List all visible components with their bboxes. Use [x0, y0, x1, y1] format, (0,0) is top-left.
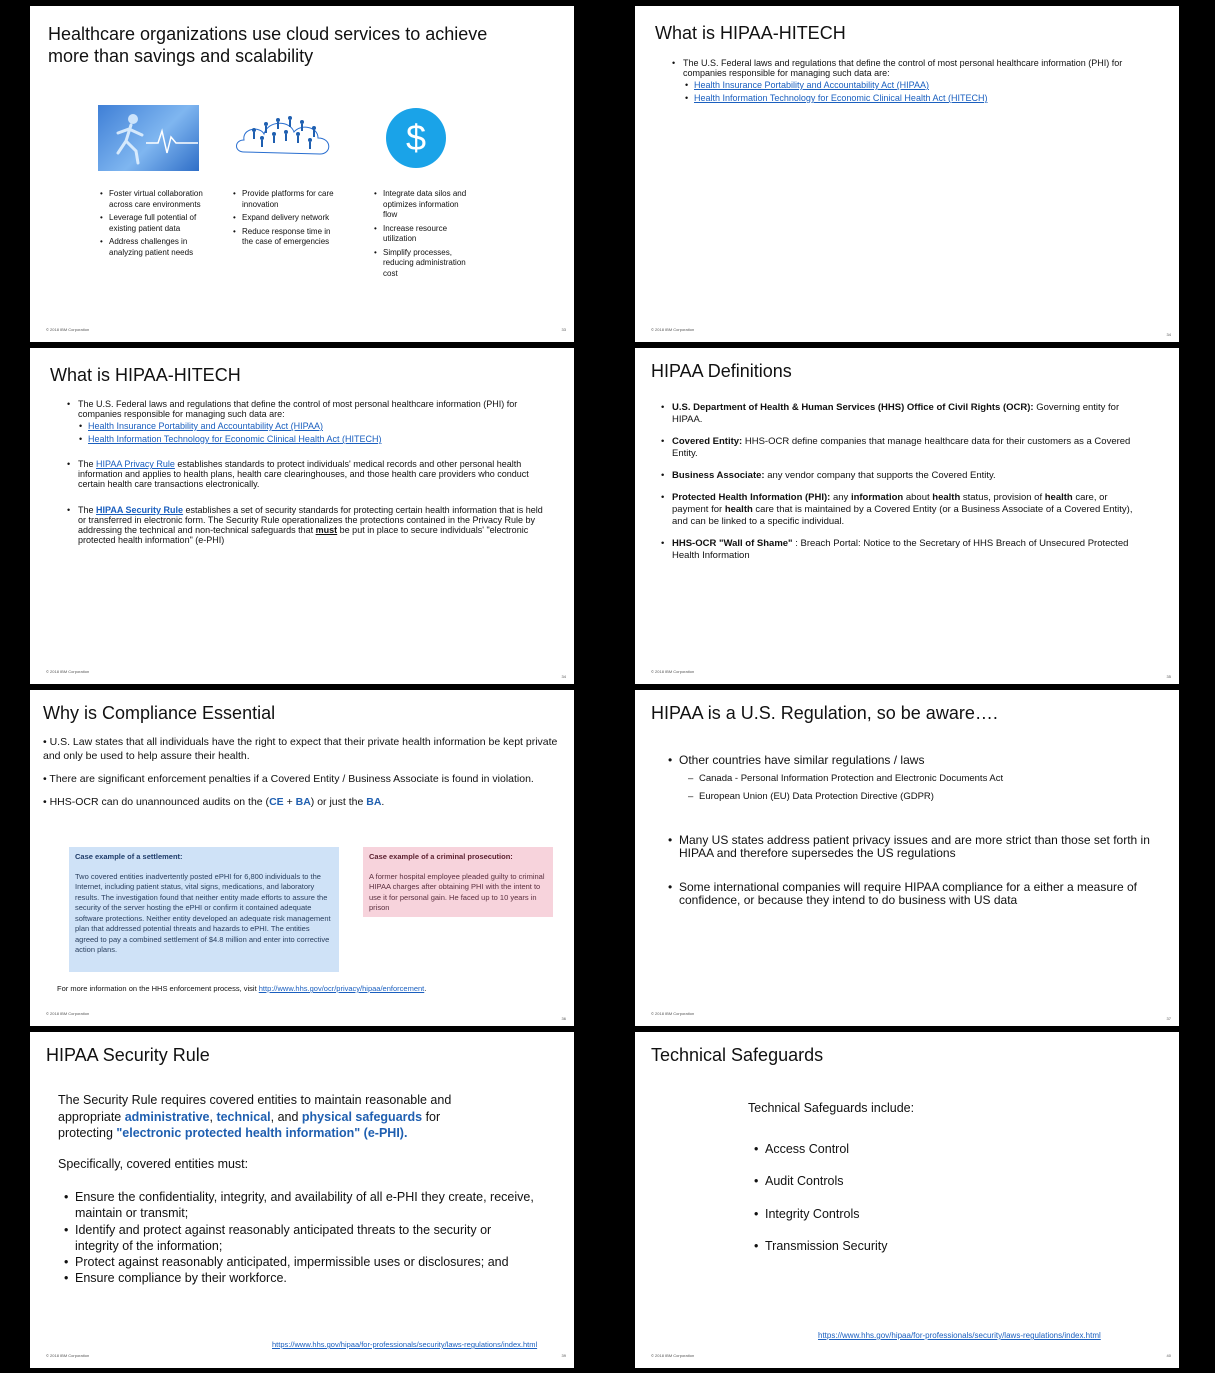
people-cloud-icon: [232, 110, 338, 166]
security-rule-text: • The HIPAA Security Rule establishes a set of security standards for protecting certain health information that is held or transferred in electronic form. The Security Rule operationalizes the protections contained in the Privacy Rule by addressing the technical and non-technical safeguards that must be put in place to secure individuals' "electronic protected health information" (e-PHI): [78, 505, 543, 545]
list-item: [694, 93, 1123, 103]
list-item: [88, 421, 543, 431]
more-info-text: For more information on the HHS enforcement process, visit http://www.hhs.gov/ocr/privacy/hipaa/enforcement.: [57, 984, 427, 993]
hitech-link[interactable]: Health Information Technology for Economic Clinical Health Act (HITECH): [694, 93, 988, 103]
list-item: • Expand delivery network: [242, 213, 342, 224]
other-countries-bullet: • Other countries have similar regulations / laws – Canada - Personal Information Protection and Electronic Documents Act – European Union (EU) Data Protection Directive (GDPR): [679, 754, 1154, 803]
benefits-column-1: [109, 189, 209, 258]
list-item: • Provide platforms for care innovation: [242, 189, 342, 210]
definitions-list: [672, 402, 1144, 562]
slide-what-is-hipaa-1: [611, 6, 1211, 342]
settlement-case-title: Case example of a settlement:: [75, 852, 183, 861]
page-number: 37: [1166, 1016, 1171, 1021]
hhs-security-link[interactable]: https://www.hhs.gov/hipaa/for-professionals/security/laws-regulations/index.html: [272, 1340, 538, 1349]
list-item: • Leverage full potential of existing patient data: [109, 213, 209, 234]
slide-left-border: [611, 348, 635, 684]
slide-cloud-services: [6, 6, 606, 342]
list-item: [694, 80, 1123, 90]
page-number: 40: [1166, 1353, 1171, 1358]
audits-bullet: • HHS-OCR can do unannounced audits on the (CE + BA) or just the BA.: [43, 796, 385, 808]
definition-ocr: • U.S. Department of Health & Human Services (HHS) Office of Civil Rights (OCR): Governing entity for HIPAA.: [672, 402, 1144, 426]
page-number: 39: [561, 1353, 566, 1358]
definition-wall-of-shame: • HHS-OCR "Wall of Shame" : Breach Portal: Notice to the Secretary of HHS Breach of Unsecured Protected Health Information: [672, 538, 1144, 562]
list-item: • Audit Controls: [765, 1165, 888, 1197]
slide-title: Technical Safeguards: [651, 1045, 824, 1065]
slide-left-border: [611, 1032, 635, 1368]
slide-left-border: [611, 690, 635, 1026]
copyright: © 2018 IBM Corporation: [46, 1353, 90, 1358]
list-item: • Identify and protect against reasonably anticipated threats to the security or integrity of the information;: [75, 1222, 535, 1255]
list-item: • Increase resource utilization: [383, 224, 473, 245]
slide-title: HIPAA Security Rule: [46, 1045, 210, 1065]
safeguards-intro: Technical Safeguards include:: [748, 1101, 915, 1115]
slide-right-border: [1179, 348, 1211, 684]
slide-title: Why is Compliance Essential: [43, 703, 276, 723]
list-item: • Address challenges in analyzing patient needs: [109, 237, 209, 258]
requirements-list: [75, 1189, 535, 1287]
definition-phi: • Protected Health Information (PHI): any information about health status, provision of health care, or payment for health care that is maintained by a Covered Entity (or a Business Associate of a Covered Entity), and can be linked to a specific individual.: [672, 492, 1144, 528]
slide-right-border: [574, 690, 606, 1026]
list-item: • Ensure compliance by their workforce.: [75, 1270, 535, 1286]
law-bullet: • U.S. Law states that all individuals have the right to expect that their private health information be kept private and only be used to help assure their health.: [43, 736, 558, 762]
slide-left-border: [611, 6, 635, 342]
list-item: • Protect against reasonably anticipated, impermissible uses or disclosures; and: [75, 1254, 535, 1270]
slide-left-border: [6, 348, 30, 684]
copyright: © 2018 IBM Corporation: [46, 669, 90, 674]
slide-title: What is HIPAA-HITECH: [655, 23, 846, 43]
list-item: • Integrity Controls: [765, 1198, 888, 1230]
list-item: • Reduce response time in the case of emergencies: [242, 227, 342, 248]
medical-runner-icon: [98, 105, 199, 171]
intro-bullet: The U.S. Federal laws and regulations that define the control of most personal healthcare information (PHI) for companies responsible for managing such data are:: [683, 58, 1123, 78]
benefits-column-2: [242, 189, 342, 248]
slide-left-border: [6, 690, 30, 1026]
slide-left-border: [6, 1032, 30, 1368]
copyright: © 2018 IBM Corporation: [651, 1353, 695, 1358]
hitech-link[interactable]: Health Information Technology for Economic Clinical Health Act (HITECH): [88, 434, 382, 444]
copyright: © 2018 IBM Corporation: [651, 327, 695, 332]
page-number: 36: [561, 1016, 566, 1021]
slide-hipaa-definitions: [611, 348, 1211, 684]
content-list: [43, 735, 563, 809]
copyright: © 2018 IBM Corporation: [651, 1011, 695, 1016]
prosecution-case-title: Case example of a criminal prosecution:: [369, 852, 513, 861]
slide-right-border: [574, 6, 606, 342]
dollar-icon: $: [386, 108, 446, 168]
security-rule-intro: The Security Rule requires covered entities to maintain reasonable and appropriate administrative, technical, and physical safeguards for protecting "electronic protected health information" (e-PHI).: [58, 1093, 452, 1140]
copyright: © 2018 IBM Corporation: [46, 1011, 90, 1016]
list-item: • Ensure the confidentiality, integrity, and availability of all e-PHI they create, receive, maintain or transmit;: [75, 1189, 535, 1222]
slide-right-border: [574, 1032, 606, 1368]
content-list: [683, 58, 1123, 103]
slide-right-border: [1179, 690, 1211, 1026]
hipaa-link[interactable]: Health Insurance Portability and Accountability Act (HIPAA): [694, 80, 929, 90]
page-number: 34: [1166, 332, 1171, 337]
list-item: – European Union (EU) Data Protection Directive (GDPR): [699, 791, 1154, 803]
list-item: [88, 434, 543, 444]
settlement-case-text: Two covered entities inadvertently posted ePHI for 6,800 individuals to the Internet, including patient status, vital signs, medications, and laboratory results. The investigation found that neither entity made efforts to assure the security of the server hosting the ePHI or confirm it contained adequate software protections. Neither entity developed an adequate risk management plan that addressed potential threats and hazards to ePHI. The entities agreed to pay a combined settlement of $4.8 million and enter into corrective action plans.: [75, 871, 331, 954]
slide-right-border: [1179, 6, 1211, 342]
penalties-bullet: • There are significant enforcement penalties if a Covered Entity / Business Associate is found in violation.: [43, 773, 534, 785]
us-states-bullet: • Many US states address patient privacy issues and are more strict than those set forth in HIPAA and therefore supersedes the US regulations: [679, 834, 1154, 860]
content-list: [679, 754, 1154, 907]
slide-title: Healthcare organizations use cloud services to achieve more than savings and scalability: [48, 24, 488, 66]
content-list: [78, 399, 543, 545]
slide-compliance-essential: [6, 690, 606, 1026]
copyright: © 2018 IBM Corporation: [46, 327, 90, 332]
slide-title: HIPAA is a U.S. Regulation, so be aware….: [651, 703, 998, 723]
benefits-column-3: [383, 189, 473, 279]
privacy-rule-text: • The HIPAA Privacy Rule establishes standards to protect individuals' medical records and other personal health information and applies to health plans, health care clearinghouses, and those health care providers who conduct certain health care transactions electronically.: [78, 459, 543, 489]
slide-what-is-hipaa-2: [6, 348, 606, 684]
list-item: – Canada - Personal Information Protection and Electronic Documents Act: [699, 773, 1154, 785]
privacy-rule-link[interactable]: HIPAA Privacy Rule: [96, 459, 175, 469]
hhs-security-link[interactable]: https://www.hhs.gov/hipaa/for-professionals/security/laws-regulations/index.html: [818, 1331, 1101, 1340]
list-item: • Transmission Security: [765, 1230, 888, 1262]
list-item: • Foster virtual collaboration across care environments: [109, 189, 209, 210]
copyright: © 2018 IBM Corporation: [651, 669, 695, 674]
definition-business-associate: • Business Associate: any vendor company that supports the Covered Entity.: [672, 470, 1144, 482]
intro-bullet: The U.S. Federal laws and regulations that define the control of most personal healthcare information (PHI) for companies responsible for managing such data are:: [78, 399, 518, 419]
list-item: • Simplify processes, reducing administration cost: [383, 248, 473, 280]
safeguards-list: [765, 1133, 888, 1262]
hipaa-link[interactable]: Health Insurance Portability and Accountability Act (HIPAA): [88, 421, 323, 431]
definition-covered-entity: • Covered Entity: HHS-OCR define companies that manage healthcare data for their customers as a Covered Entity.: [672, 436, 1144, 460]
settlement-case-box: [69, 847, 339, 972]
slide-title: HIPAA Definitions: [651, 361, 792, 381]
list-item: • Integrate data silos and optimizes information flow: [383, 189, 473, 221]
intro-text: [683, 58, 1123, 103]
slide-right-border: [1179, 1032, 1211, 1368]
slide-right-border: [574, 348, 606, 684]
slide-left-border: [6, 6, 30, 342]
slide-security-rule: [6, 1032, 606, 1368]
page-number: 35: [1166, 674, 1171, 679]
international-bullet: • Some international companies will require HIPAA compliance for a either a measure of confidence, or because they intend to do business with US data: [679, 881, 1154, 907]
page-number: 34: [561, 674, 566, 679]
specifically-text: Specifically, covered entities must:: [58, 1157, 249, 1171]
slide-us-regulation: [611, 690, 1211, 1026]
page-number: 33: [561, 327, 566, 332]
list-item: • Access Control: [765, 1133, 888, 1165]
slide-technical-safeguards: [611, 1032, 1211, 1368]
intro-text: [78, 399, 543, 444]
enforcement-link[interactable]: http://www.hhs.gov/ocr/privacy/hipaa/enforcement: [258, 984, 425, 993]
security-rule-link[interactable]: HIPAA Security Rule: [96, 505, 184, 515]
slide-title: What is HIPAA-HITECH: [50, 365, 241, 385]
prosecution-case-text: A former hospital employee pleaded guilty to criminal HIPAA charges after obtaining PHI with the intent to use it for personal gain. He faced up to 10 years in prison: [369, 871, 545, 912]
prosecution-case-box: [363, 847, 553, 917]
